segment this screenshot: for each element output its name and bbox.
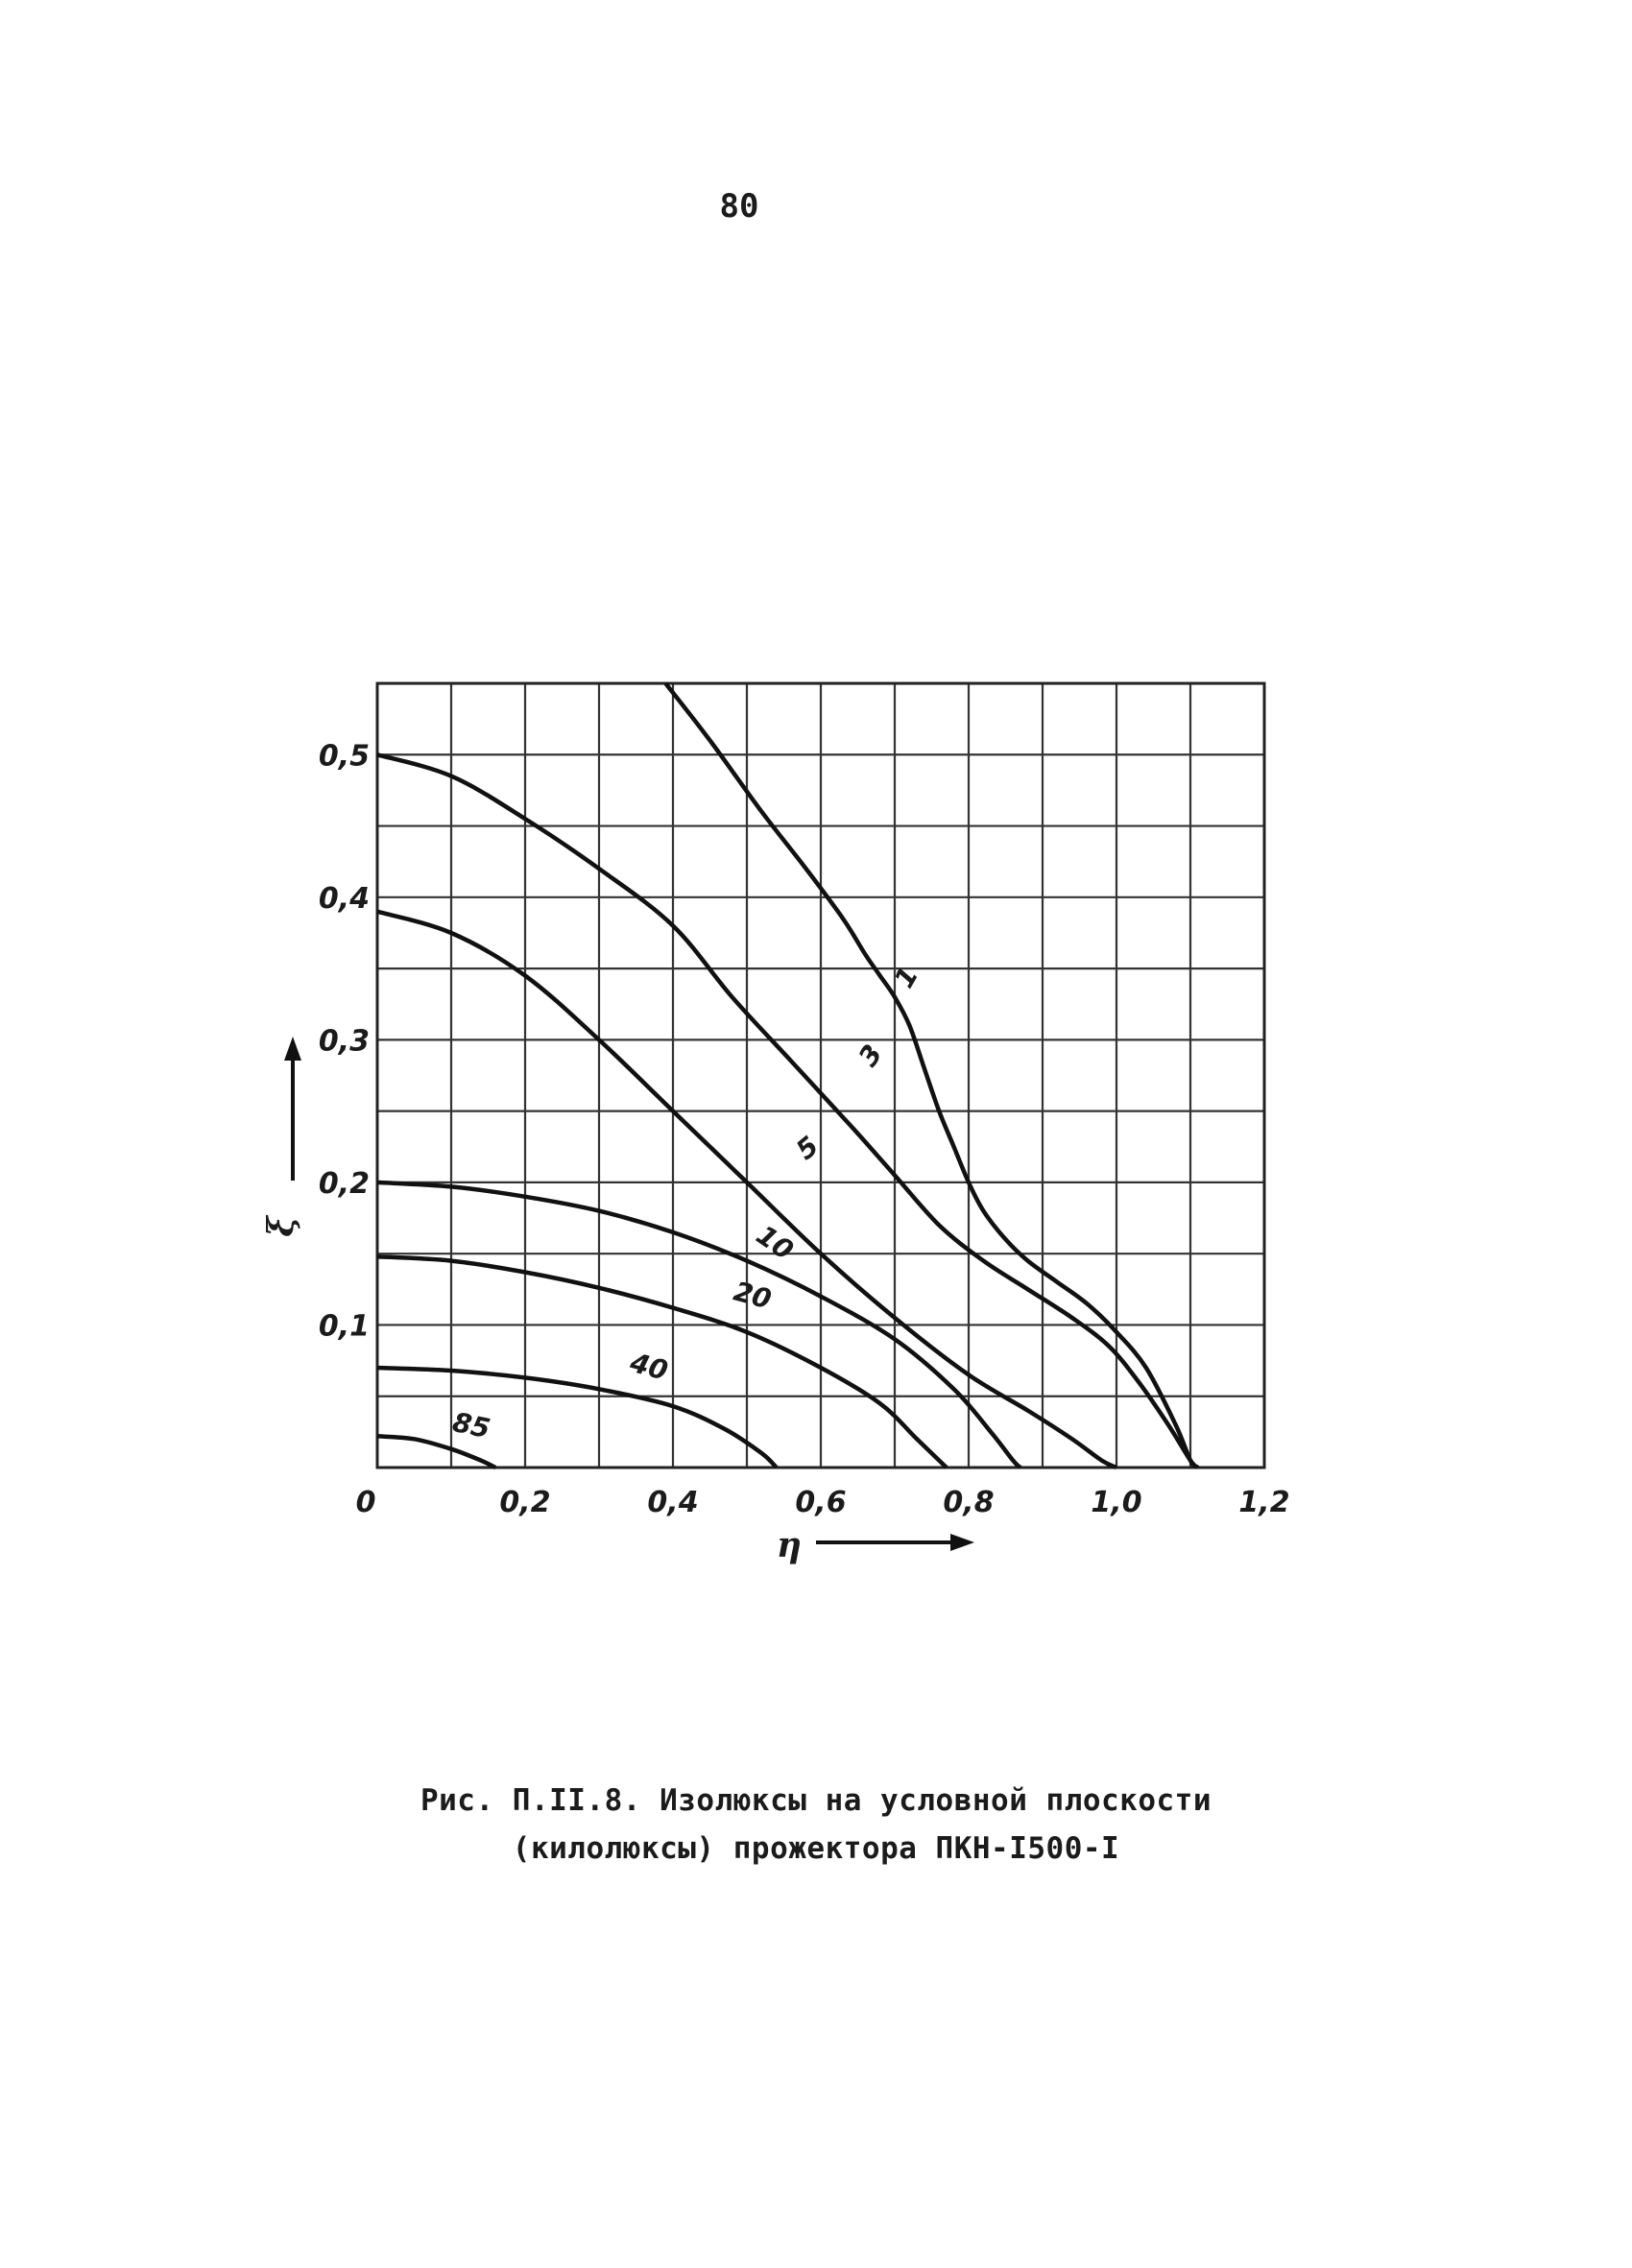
y-tick-label: 0,4 [318, 881, 370, 916]
curve-label-1: 1 [887, 961, 925, 993]
x-axis-label: η [776, 1525, 803, 1565]
x-axis-arrowhead [950, 1534, 974, 1551]
y-tick-label: 0,3 [318, 1024, 370, 1059]
isolux-curve-40 [377, 1368, 777, 1468]
chart-curves [377, 683, 1198, 1468]
curve-label-85: 85 [449, 1405, 493, 1445]
x-tick-label: 0 [355, 1486, 376, 1519]
curve-label-40: 40 [626, 1346, 672, 1387]
curve-label-3: 3 [852, 1039, 889, 1073]
figure-caption-line-1: Рис. П.II.8. Изолюксы на условной плоскости [420, 1783, 1212, 1818]
curve-labels [450, 961, 925, 1444]
x-tick-label: 1,2 [1238, 1486, 1290, 1519]
y-axis-arrowhead [284, 1037, 301, 1061]
x-tick-label: 0,2 [499, 1486, 551, 1519]
curve-label-10: 10 [750, 1219, 800, 1267]
y-tick-label: 0,1 [318, 1309, 370, 1344]
x-tick-label: 0,4 [647, 1486, 699, 1519]
curve-label-20: 20 [730, 1275, 775, 1316]
page-number: 80 [719, 187, 759, 226]
x-tick-label: 0,8 [943, 1486, 995, 1519]
x-tick-label: 0,6 [795, 1486, 847, 1519]
y-tick-label: 0,5 [318, 739, 370, 774]
chart-tick-labels [319, 739, 1290, 1519]
figure-caption-line-2: (килолюксы) прожектора ПКН-I500-I [512, 1831, 1120, 1866]
curve-label-5: 5 [789, 1130, 826, 1166]
y-tick-label: 0,2 [318, 1166, 370, 1201]
x-tick-label: 1,0 [1091, 1486, 1142, 1519]
y-axis-label: ξ [261, 1216, 301, 1237]
